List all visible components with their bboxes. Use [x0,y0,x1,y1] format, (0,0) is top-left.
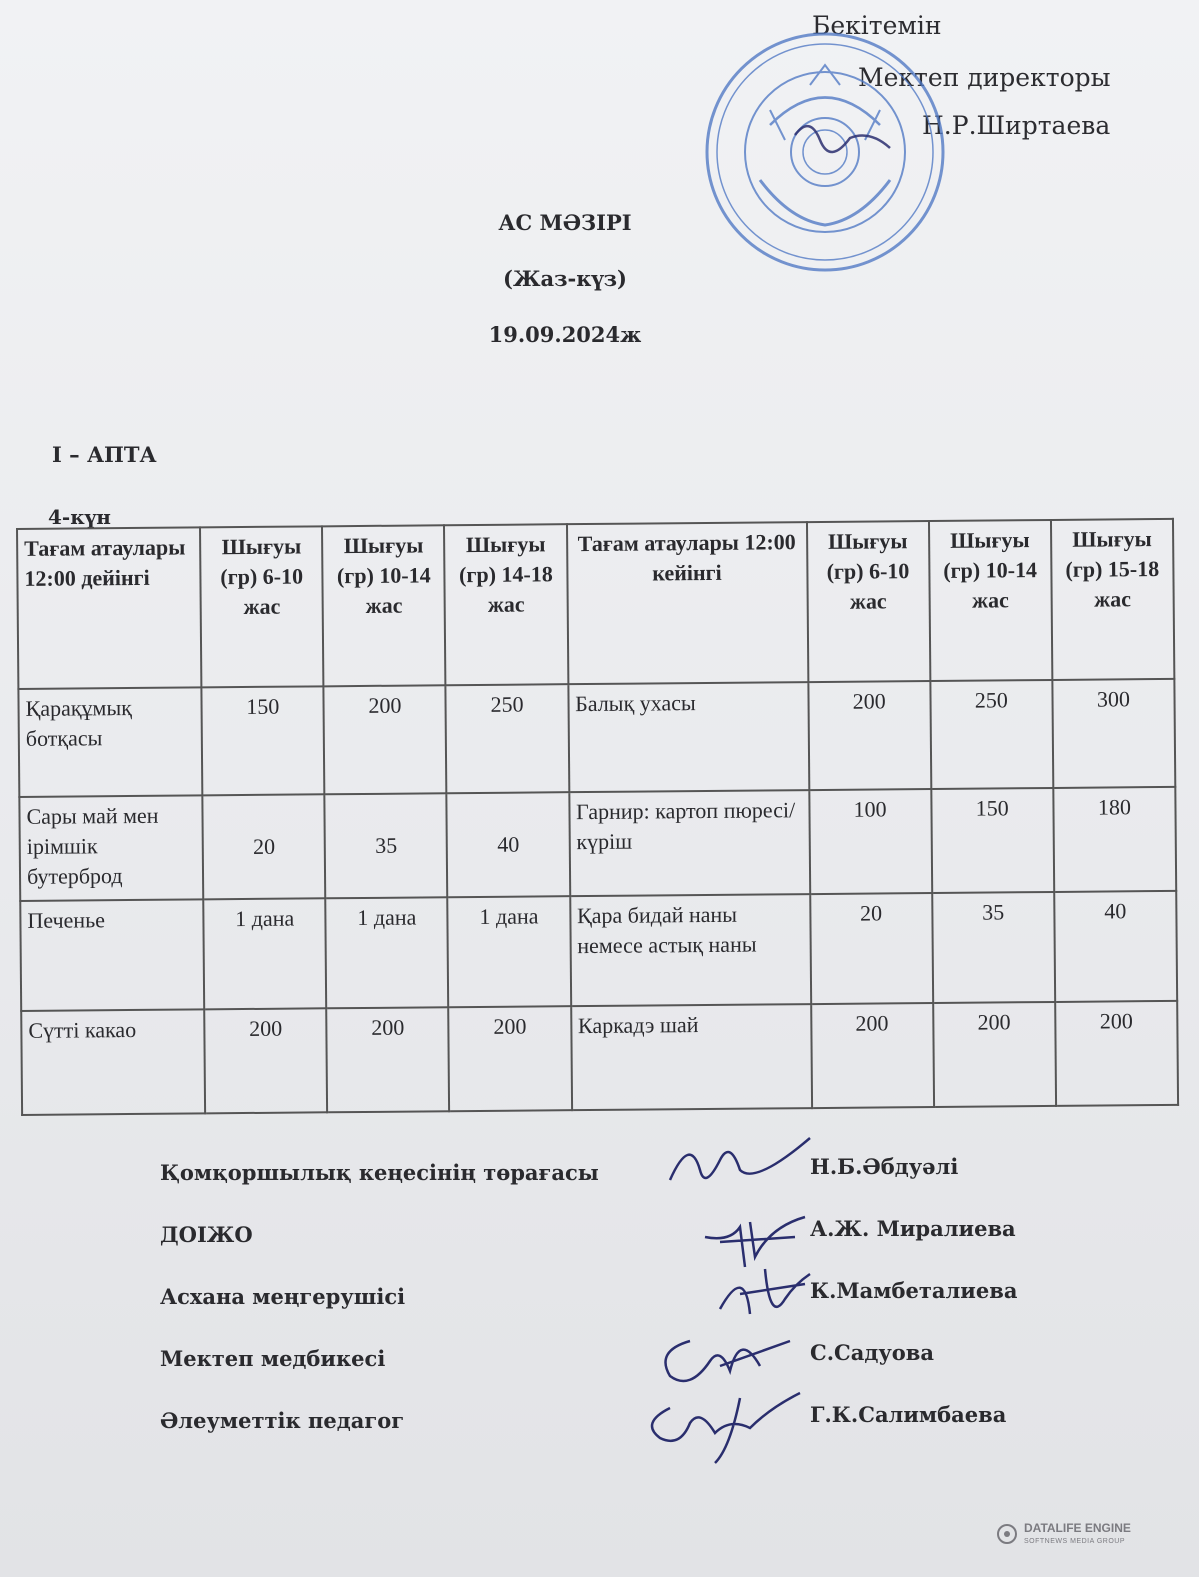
portion-cell: 250 [446,684,569,793]
site-watermark [1000,1522,1131,1548]
portion-cell: 200 [449,1006,572,1111]
portion-cell: 150 [202,686,325,795]
portion-cell: 200 [1055,1001,1178,1106]
signatory-role: Қомқоршылық кеңесінің төрағасы [160,1160,599,1185]
signature-row [160,1274,1080,1336]
signatory-name: Г.К.Салимбаева [810,1402,1007,1427]
datalife-logo-icon [996,1523,1018,1545]
day-label: 4-күн [48,505,111,529]
header-cell: Шығуы (гр) 10-14 жас [929,520,1053,681]
approval-position: Мектеп директоры [858,63,1111,92]
header-cell: Шығуы (гр) 14-18 жас [444,524,568,685]
header-cell: Шығуы (гр) 10-14 жас [322,525,446,686]
table-header-row [17,519,1174,689]
dish-cell: Сары май мен ірімшік бутерброд [19,795,203,901]
signatory-role: ДОІЖО [160,1222,253,1247]
table-row [19,787,1176,901]
table-row [18,679,1175,797]
signatory-name: С.Садуова [810,1340,934,1365]
portion-cell: 200 [324,685,447,794]
header-cell: Шығуы (гр) 6-10 жас [200,526,324,687]
portion-cell: 200 [327,1007,450,1112]
signatory-name: К.Мамбеталиева [810,1278,1018,1303]
dish-cell: Балық ухасы [568,682,809,792]
signature-row [160,1212,1080,1274]
signature-icon [630,1378,810,1468]
watermark-brand: DATALIFE ENGINE [1024,1521,1131,1535]
dish-cell: Гарнир: картоп пюресі/ күріш [569,790,810,896]
portion-cell: 200 [811,1003,934,1108]
document-title: АС МӘЗІРІ [498,210,632,235]
signature-row [160,1398,1080,1460]
portion-cell: 40 [1054,891,1177,1002]
portion-cell: 20 [810,893,933,1004]
signatures-block [160,1150,1080,1460]
dish-cell: Печенье [20,899,204,1011]
dish-cell: Каркадэ шай [571,1004,812,1110]
header-cell: Шығуы (гр) 6-10 жас [807,521,931,682]
portion-cell: 200 [808,681,931,790]
portion-cell: 35 [325,793,448,898]
portion-cell: 1 дана [203,898,326,1009]
signatory-name: А.Ж. Миралиева [810,1216,1016,1241]
header-cell: Тағам атаулары 12:00 кейінгі [567,522,808,684]
week-label: І – АПТА [52,442,157,467]
approval-name: Н.Р.Ширтаева [922,111,1111,140]
signatory-name: Н.Б.Әбдуәлі [810,1154,959,1179]
dish-cell: Сүтті какао [21,1009,205,1115]
signature-icon [660,1130,820,1200]
season-label: (Жаз-күз) [503,266,627,291]
portion-cell: 20 [203,794,326,899]
portion-cell: 150 [931,788,1054,893]
header-cell: Шығуы (гр) 15-18 жас [1051,519,1175,680]
portion-cell: 100 [809,789,932,894]
signature-row [160,1336,1080,1398]
portion-cell: 1 дана [448,896,571,1007]
watermark-sub: SOFTNEWS MEDIA GROUP [1024,1538,1126,1545]
signatory-role: Асхана меңгерушісі [160,1284,406,1309]
dish-cell: Қара бидай наны немесе астық наны [570,894,811,1006]
dish-cell: Қарақұмық ботқасы [18,687,202,797]
table-row [20,891,1177,1011]
signatory-role: Мектеп медбикесі [160,1346,386,1371]
portion-cell: 40 [447,792,570,897]
menu-date: 19.09.2024ж [488,322,642,347]
portion-cell: 200 [204,1008,327,1113]
signatory-role: Әлеуметтік педагог [160,1408,405,1433]
portion-cell: 1 дана [326,897,449,1008]
portion-cell: 180 [1053,787,1176,892]
document-title-block [450,195,680,363]
menu-table [16,518,1179,1116]
header-cell: Тағам атаулары 12:00 дейінгі [17,527,202,689]
portion-cell: 200 [933,1002,1056,1107]
approval-title: Бекітемін [812,11,942,40]
portion-cell: 35 [932,892,1055,1003]
portion-cell: 250 [930,680,1053,789]
portion-cell: 300 [1052,679,1175,788]
table-row [21,1001,1178,1115]
signature-row [160,1150,1080,1212]
official-stamp-icon [700,30,950,275]
